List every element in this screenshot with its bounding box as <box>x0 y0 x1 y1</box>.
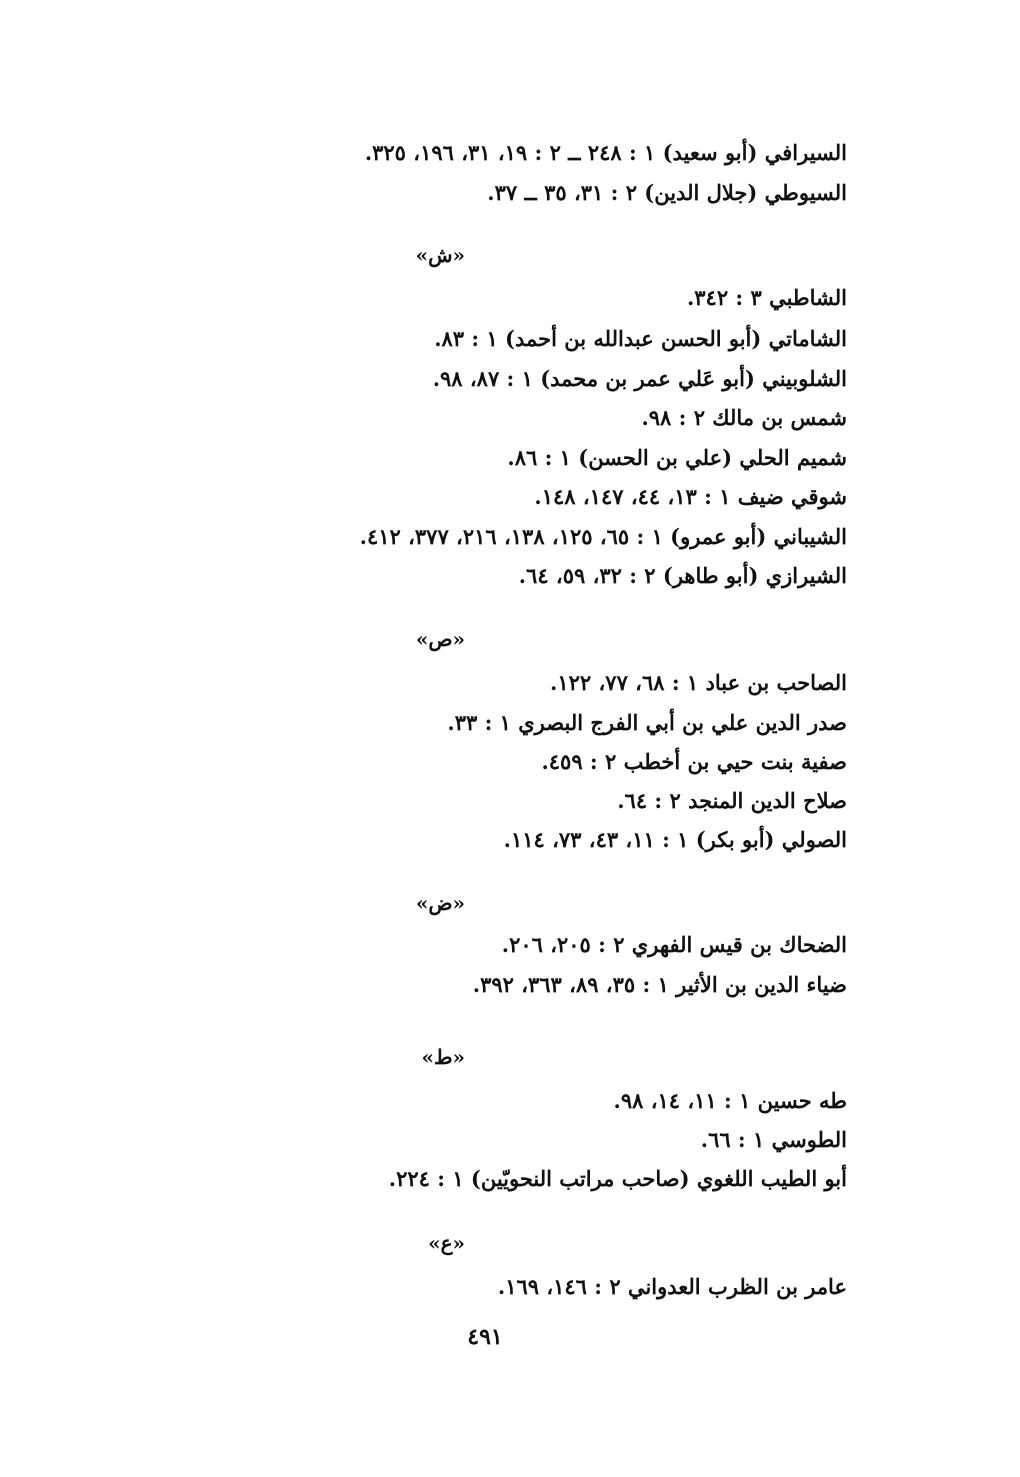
index-entry-sadr-aldin: صدر الدين علي بن أبي الفرج البصري ١ : ٣٣. <box>447 710 847 735</box>
section-heading-dad: «ض» <box>415 891 465 915</box>
index-entry-taha-husayn: طه حسين ١ : ١١، ١٤، ٩٨. <box>613 1088 847 1113</box>
index-entry-dahhak: الضحاك بن قيس الفهري ٢ : ٢٠٥، ٢٠٦. <box>501 932 847 957</box>
index-entry-shirazi: الشيرازي (أبو طاهر) ٢ : ٣٢، ٥٩، ٦٤. <box>518 563 847 588</box>
index-entry-shamati: الشاماتي (أبو الحسن عبدالله بن أحمد) ١ : ٨٣. <box>434 326 847 351</box>
section-heading-shin: «ش» <box>415 243 465 267</box>
index-entry-diya-aldin: ضياء الدين بن الأثير ١ : ٣٥، ٨٩، ٣٦٣، ٣٩٢. <box>472 972 847 997</box>
index-entry-suyuti: السيوطي (جلال الدين) ٢ : ٣١، ٣٥ ــ ٣٧. <box>487 180 847 205</box>
index-entry-tusi: الطوسي ١ : ٦٦. <box>700 1127 847 1152</box>
index-entry-amir-ibn-alzarib: عامر بن الظرب العدواني ٢ : ١٤٦، ١٦٩. <box>497 1274 847 1299</box>
index-entry-sahib-ibn-abbad: الصاحب بن عباد ١ : ٦٨، ٧٧، ١٢٢. <box>550 670 847 695</box>
index-entry-shamim-alhilli: شميم الحلي (علي بن الحسن) ١ : ٨٦. <box>507 445 847 470</box>
index-entry-abu-altayyib: أبو الطيب اللغوي (صاحب مراتب النحويّين) ١ : ٢٢٤. <box>388 1166 847 1191</box>
index-entry-safiyya: صفية بنت حيي بن أخطب ٢ : ٤٥٩. <box>541 749 847 774</box>
index-entry-suli: الصولي (أبو بكر) ١ : ١١، ٤٣، ٧٣، ١١٤. <box>503 827 847 852</box>
index-entry-shalubini: الشلوبيني (أبو عَلي عمر بن محمد) ١ : ٨٧، ٩٨. <box>432 366 847 391</box>
section-heading-ta: «ط» <box>421 1045 465 1069</box>
page-number: ٤٩١ <box>467 1324 503 1350</box>
index-entry-shaybani: الشيباني (أبو عمرو) ١ : ٦٥، ١٢٥، ١٣٨، ٢١٦، ٣٧٧، ٤١٢. <box>359 524 847 549</box>
index-entry-shams-ibn-malik: شمس بن مالك ٢ : ٩٨. <box>641 405 847 430</box>
section-heading-ayn: «ع» <box>428 1231 465 1255</box>
section-heading-sad: «ص» <box>415 627 465 651</box>
index-entry-shawqi-dayf: شوقي ضيف ١ : ١٣، ٤٤، ١٤٧، ١٤٨. <box>534 484 847 509</box>
index-entry-salah-aldin: صلاح الدين المنجد ٢ : ٦٤. <box>617 788 847 813</box>
index-entry-sirafi: السيرافي (أبو سعيد) ١ : ٢٤٨ ــ ٢ : ١٩، ٣١، ١٩٦، ٣٢٥. <box>364 140 847 165</box>
index-entry-shatibi: الشاطبي ٣ : ٣٤٢. <box>686 285 847 310</box>
